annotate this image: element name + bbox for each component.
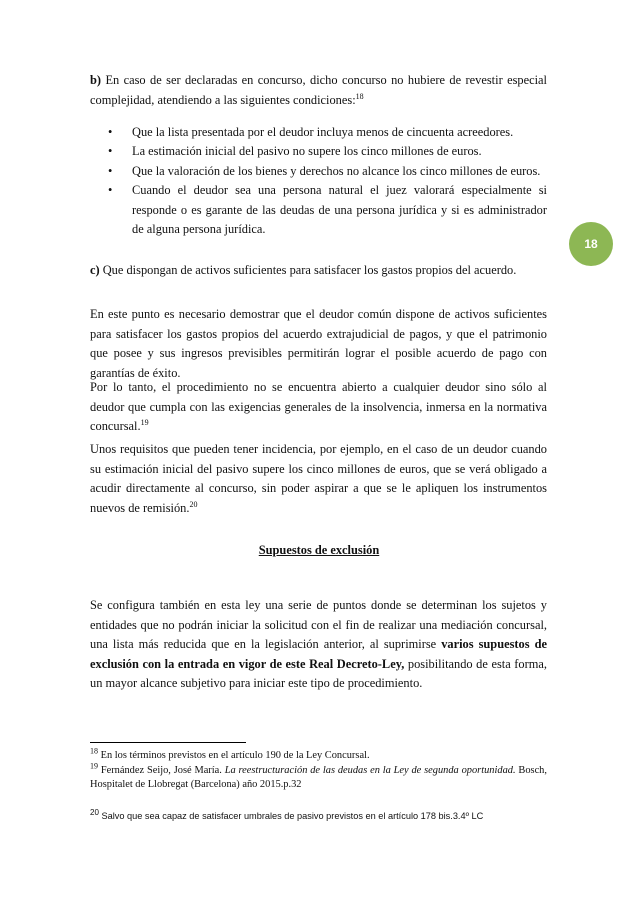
footnote-18-text: En los términos previstos en el artículo 190 de la Ley Concursal. xyxy=(98,750,370,761)
footnote-19 xyxy=(90,761,547,792)
footnote-19-title: La reestructuración de las deudas en la Ley de segunda oportunidad. xyxy=(224,765,516,776)
bullet-icon: • xyxy=(108,144,113,159)
item-c-paragraph xyxy=(90,261,547,281)
footnote-19-ref: 19 xyxy=(90,761,98,771)
footnote-separator xyxy=(90,742,246,743)
conditions-list xyxy=(90,123,547,239)
paragraph-requisitos-text: Unos requisitos que pueden tener incidencia, por ejemplo, en el caso de un deudor cuando su estimación inicial del pasivo supere los cinco millones de euros, que se verá obligado a acudir directamente al concurso, sin poder aspirar a que se le apliquen los instrumentos nuevos de remisión. xyxy=(90,442,547,515)
paragraph-exclusion-text-after: posibilitando de esta forma, un mayor alcance subjetivo para iniciar este tipo de procedimiento. xyxy=(90,656,547,691)
footnote-ref-19: 19 xyxy=(140,418,149,428)
list-item xyxy=(90,162,547,181)
paragraph-activos: En este punto es necesario demostrar que el deudor común dispone de activos suficientes para satisfacer los gastos propios del acuerdo extrajudicial de pagos, y que el patrimonio que posee y sus ingresos previsibles permitirán lograr el posible acuerdo de pago con garantías de éxito. xyxy=(90,307,547,380)
list-item-text: Que la lista presentada por el deudor incluya menos de cincuenta acreedores. xyxy=(132,125,514,139)
footnote-19-text-before: Fernández Seijo, José María. xyxy=(98,765,225,776)
list-item-text: Cuando el deudor sea una persona natural el juez valorará especialmente si responde o es garante de las deudas de una persona jurídica y si es administrador de alguna persona jurídica. xyxy=(132,183,547,237)
bullet-icon: • xyxy=(108,125,113,139)
footnote-20-ref: 20 xyxy=(90,807,99,817)
list-item xyxy=(90,123,547,142)
item-b-text: En caso de ser declaradas en concurso, dicho concurso no hubiere de revestir especial complejidad, atendiendo a las siguientes condiciones: xyxy=(90,73,547,107)
page-number: 18 xyxy=(584,237,598,251)
paragraph-procedimiento-text: Por lo tanto, el procedimiento no se encuentra abierto a cualquier deudor sino sólo al deudor que cumpla con las exigencias generales de la insolvencia, inmersa en la normativa concursal. xyxy=(90,380,547,434)
item-b-label: b) xyxy=(90,73,102,87)
list-item-text: Que la valoración de los bienes y derechos no alcance los cinco millones de euros. xyxy=(132,163,541,178)
footnote-19-text-after: Bosch, Hospitalet de Llobregat (Barcelona) año 2015.p.32 xyxy=(90,765,547,790)
paragraph-exclusion-bold: varios supuestos de exclusión con la entrada en vigor de este Real Decreto-Ley, xyxy=(90,637,547,671)
paragraph-exclusion-text-before: Se configura también en esta ley una serie de puntos donde se determinan los sujetos y entidades que no podrán iniciar la solicitud con el fin de realizar una mediación concursal, una lista más reducida que en la legislación anterior, al suprimirse xyxy=(90,598,547,652)
footnote-20-text: Salvo que sea capaz de satisfacer umbrales de pasivo previstos en el artículo 178 bis.3.4º LC xyxy=(98,811,484,821)
footnote-20 xyxy=(90,809,547,823)
item-c-text: Que dispongan de activos suficientes para satisfacer los gastos propios del acuerdo. xyxy=(99,263,517,277)
list-item xyxy=(90,181,547,239)
list-item-text: La estimación inicial del pasivo no supere los cinco millones de euros. xyxy=(132,144,482,159)
section-heading: Supuestos de exclusión xyxy=(258,543,380,557)
footnote-18-ref: 18 xyxy=(90,746,98,756)
footnote-ref-20: 20 xyxy=(189,499,198,509)
list-item xyxy=(90,142,547,161)
page-number-badge xyxy=(569,222,613,266)
item-b-paragraph xyxy=(90,71,547,110)
bullet-icon: • xyxy=(108,183,113,198)
paragraph-requisitos xyxy=(90,440,547,518)
paragraph-procedimiento xyxy=(90,378,547,437)
bullet-icon: • xyxy=(108,163,113,178)
item-c-label: c) xyxy=(90,263,100,277)
paragraph-exclusion xyxy=(90,596,547,694)
footnote-18 xyxy=(90,746,547,763)
footnote-ref-18: 18 xyxy=(355,91,364,101)
